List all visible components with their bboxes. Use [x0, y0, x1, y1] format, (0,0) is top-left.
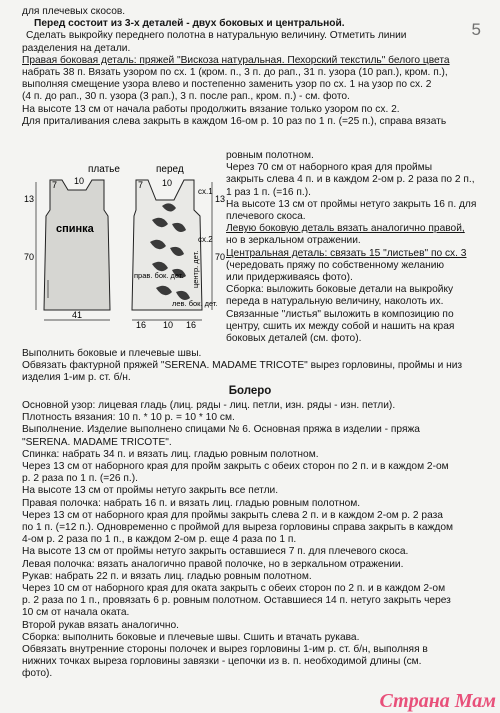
dim-70-front: 70: [215, 252, 226, 262]
text-line: (чередовать пряжу по собственному желанию: [226, 259, 445, 271]
text-line: но в зеркальном отражении.: [226, 235, 361, 247]
text-line: Через 10 см от наборного края для оката закрыть с обеих сторон по 2 п. и в каждом 2-ом: [22, 583, 446, 595]
text-line: нижних точках выреза горловины завязки - цепочки из в. п. необходимой длины (см.: [22, 656, 422, 668]
front-instructions: [226, 150, 484, 345]
dim-13-front: 13: [215, 194, 226, 204]
pattern-schematic: [22, 160, 232, 332]
text-line: Выполнение. Изделие выполнено спицами № 6. Основная пряжа в изделии - пряжа: [22, 424, 420, 436]
dim-70: 70: [24, 252, 35, 262]
text-line: Основной узор: лицевая гладь (лиц. ряды - лиц. петли, изн. ряды - изн. петли).: [22, 400, 396, 411]
text-line: Второй рукав вязать аналогично.: [22, 619, 180, 631]
text-line: р. 2 раза по 1 п. (=26 п.).: [22, 473, 138, 485]
text-line: Сделать выкройку переднего полотна в натуральную величину. Отметить линии: [26, 30, 407, 42]
text-line: Через 13 см от наборного края для пройм закрыть с обеих сторон по 2 п. и в каждом 2-ом: [22, 461, 449, 473]
text-line: Для приталивания слева закрыть в каждом 16-ом р. 10 раз по 1 п. (=25 п.), справа вязать: [22, 115, 447, 127]
intro-text: [22, 6, 478, 128]
text-line: центру, сшить их между собой и нашить на края: [226, 320, 455, 332]
text-line: Обвязать фактурной пряжей "SERENA. MADAME TRICOTE" вырез горловины, проймы и низ: [22, 360, 463, 372]
text-line: 4-ом р. 2 раза по 1 п., в каждом 2-ом р. еще 4 раза по 1 п.: [22, 534, 297, 546]
text-line: разделения на детали.: [22, 42, 131, 54]
text-line: р. 2 раза по 1 п., провязать 6 р. ровным полотном. Оставшиеся 14 п. нетуго закрыть через: [22, 595, 451, 607]
finishing-text: [22, 348, 478, 385]
text-line: Центральная деталь: связать 15 "листьев" по сх. 3: [226, 247, 467, 259]
text-line: [34, 18, 478, 30]
text-line: по 1 п. (=12 п.). Одновременно с проймой для выреза горловины справа закрыть в каждом: [22, 522, 454, 534]
text-line: плечевого скоса.: [226, 211, 306, 223]
text-line: "SERENA. MADAME TRICOTE".: [22, 436, 172, 448]
label-center: центр. дет.: [191, 250, 200, 288]
text-line: переда в натуральную величину, наколоть их.: [226, 296, 444, 308]
text-line: На высоте 13 см от начала работы продолжить вязание только узором по сх. 2.: [22, 103, 400, 115]
label-front: перед: [156, 164, 184, 175]
text-line: Правая боковая деталь: пряжей "Вискоза натуральная. Пехорский текстиль" белого цвета: [22, 54, 450, 66]
dim-7: 7: [52, 180, 58, 190]
dim-13: 13: [24, 194, 35, 204]
dim-16-right: 16: [186, 320, 197, 330]
dim-41: 41: [72, 310, 83, 320]
text-line: На высоте 13 см от проймы нетуго закрыть оставшиеся 7 п. для плечевого скоса.: [22, 546, 409, 558]
dim-10: 10: [74, 176, 85, 186]
text-line: 1 раз 1 п. (=16 п.).: [226, 186, 311, 198]
text-line: (4 п. до рап., 30 п. узора (3 рап.), 3 п. после рап., кром. п.) - см. фото.: [22, 91, 350, 103]
text-line: Плотность вязания: 10 п. * 10 р. = 10 * 10 см.: [22, 412, 235, 424]
text-line: для плечевых скосов.: [22, 6, 126, 17]
label-right: прав. бок. дет.: [134, 271, 184, 280]
front-heading: Перед состоит из 3-х деталей - двух боковых и центральной.: [34, 18, 345, 30]
back-outline: [44, 180, 110, 310]
text-line: Левая полочка: вязать аналогично правой полочке, но в зеркальном отражении.: [22, 558, 404, 570]
text-line: выполняя смещение узора влево и постепенно заменить узор по сх. 1 на узор по сх. 2: [22, 79, 432, 91]
text-line: Выполнить боковые и плечевые швы.: [22, 348, 202, 359]
text-line: или придерживаясь фото).: [226, 272, 353, 284]
watermark-logo: Страна Мам: [379, 689, 496, 712]
text-line: Рукав: набрать 22 п. и вязать лиц. гладью ровным полотном.: [22, 570, 312, 582]
dim-7-front: 7: [138, 180, 144, 190]
text-line: набрать 38 п. Вязать узором по сх. 1 (кром. п., 3 п. до рап., 31 п. узора (10 рап.), кром. п.),: [22, 67, 448, 79]
text-line: 10 см от начала оката.: [22, 607, 130, 619]
text-line: Через 13 см от наборного края для проймы закрыть слева 2 п. и в каждом 2-ом р. 2 раза: [22, 509, 443, 521]
text-line: Обвязать внутренние стороны полочек и вырез горловины 1-им р. ст. б/н, выполняя в: [22, 644, 428, 656]
text-line: Через 70 см от наборного края для проймы: [226, 162, 433, 174]
text-line: Спинка: набрать 34 п. и вязать лиц. гладью ровным полотном.: [22, 448, 319, 460]
text-line: ровным полотном.: [226, 150, 314, 161]
dim-10-front: 10: [163, 320, 174, 330]
text-line: Связанные "листья" выложить в композицию по: [226, 308, 454, 320]
text-line: Сборка: выложить боковые детали на выкройку: [226, 284, 454, 296]
text-line: Левую боковую деталь вязать аналогично правой,: [226, 223, 465, 235]
text-line: На высоте 13 см от проймы нетугo закрыть 16 п. для: [226, 198, 477, 210]
text-line: На высоте 13 см от проймы нетуго закрыть все петли.: [22, 485, 279, 497]
bolero-title: Болеро: [228, 385, 272, 397]
page-number: 5: [471, 20, 481, 39]
text-line: закрыть слева 4 п. и в каждом 2-ом р. 2 раза по 2 п.,: [226, 174, 475, 186]
label-left: лев. бок. дет.: [172, 299, 218, 308]
text-line: Правая полочка: набрать 16 п. и вязать лиц. гладью ровным полотном.: [22, 497, 361, 509]
dim-16-left: 16: [136, 320, 147, 330]
label-dress: платье: [88, 164, 120, 175]
text-line: фото).: [22, 668, 53, 680]
label-cx1: сх.1: [198, 187, 213, 196]
label-back: спинка: [56, 223, 94, 235]
text-line: боковых деталей (см. фото).: [226, 333, 362, 345]
text-line: Сборка: выполнить боковые и плечевые швы. Сшить и втачать рукава.: [22, 631, 360, 643]
bolero-instructions: [22, 400, 478, 681]
dim-10-neck: 10: [162, 178, 173, 188]
label-cx2: сх.2: [198, 235, 213, 244]
text-line: изделия 1-им р. ст. б/н.: [22, 372, 131, 384]
